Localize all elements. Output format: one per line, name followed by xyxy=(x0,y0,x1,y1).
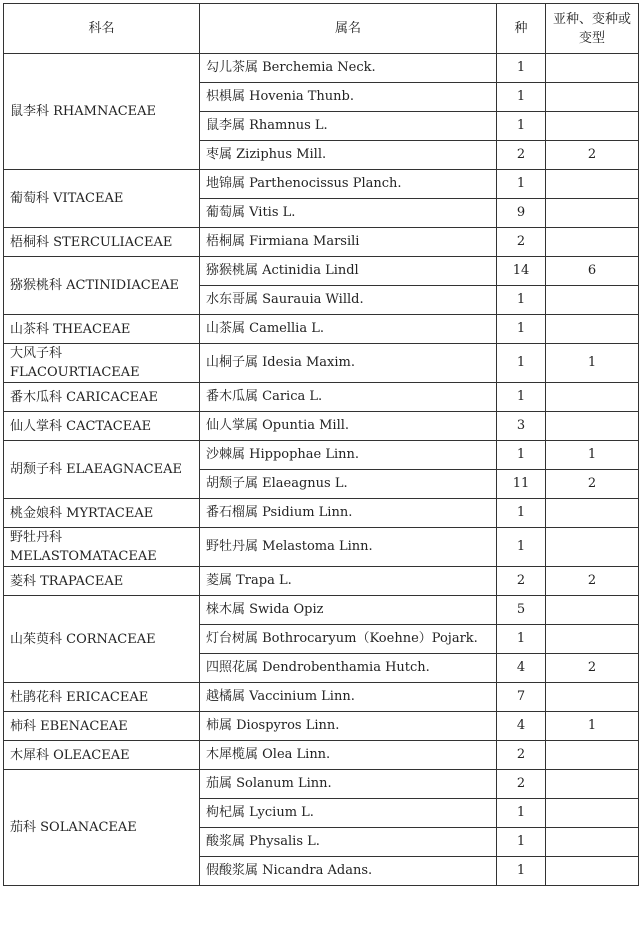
subspecies-count-cell xyxy=(546,799,639,828)
table-row xyxy=(4,528,639,567)
subspecies-count-cell xyxy=(546,286,639,315)
species-count-cell: 1 xyxy=(497,83,546,112)
genus-name-cell: 木犀榄属 Olea Linn. xyxy=(200,741,497,770)
table-row xyxy=(4,412,639,441)
family-name-cell: 木犀科 OLEACEAE xyxy=(4,741,200,770)
genus-name-cell: 勾儿茶属 Berchemia Neck. xyxy=(200,54,497,83)
table-row xyxy=(4,383,639,412)
subspecies-count-cell xyxy=(546,54,639,83)
species-count-cell: 1 xyxy=(497,828,546,857)
genus-name-cell: 山桐子属 Idesia Maxim. xyxy=(200,344,497,383)
species-count-cell: 1 xyxy=(497,344,546,383)
table-container xyxy=(3,3,639,886)
family-name-cell: 仙人掌科 CACTACEAE xyxy=(4,412,200,441)
genus-name-cell: 野牡丹属 Melastoma Linn. xyxy=(200,528,497,567)
species-count-cell: 2 xyxy=(497,741,546,770)
genus-name-cell: 猕猴桃属 Actinidia Lindl xyxy=(200,257,497,286)
genus-name-cell: 越橘属 Vaccinium Linn. xyxy=(200,683,497,712)
family-name-cell: 茄科 SOLANACEAE xyxy=(4,770,200,886)
subspecies-count-cell xyxy=(546,112,639,141)
genus-name-cell: 四照花属 Dendrobenthamia Hutch. xyxy=(200,654,497,683)
table-row xyxy=(4,683,639,712)
genus-name-cell: 仙人掌属 Opuntia Mill. xyxy=(200,412,497,441)
species-count-cell: 1 xyxy=(497,170,546,199)
subspecies-count-cell: 2 xyxy=(546,470,639,499)
subspecies-count-cell xyxy=(546,170,639,199)
header-genus: 属名 xyxy=(200,4,497,54)
header-subspecies: 亚种、变种或变型 xyxy=(546,4,639,54)
table-row xyxy=(4,315,639,344)
subspecies-count-cell: 2 xyxy=(546,567,639,596)
table-row xyxy=(4,770,639,799)
subspecies-count-cell: 2 xyxy=(546,654,639,683)
family-name-cell: 大风子科 FLACOURTIACEAE xyxy=(4,344,200,383)
table-row xyxy=(4,441,639,470)
subspecies-count-cell: 1 xyxy=(546,441,639,470)
family-name-cell: 山茱萸科 CORNACEAE xyxy=(4,596,200,683)
genus-name-cell: 番木瓜属 Carica L. xyxy=(200,383,497,412)
subspecies-count-cell xyxy=(546,228,639,257)
subspecies-count-cell: 6 xyxy=(546,257,639,286)
subspecies-count-cell xyxy=(546,528,639,567)
table-row xyxy=(4,344,639,383)
subspecies-count-cell xyxy=(546,199,639,228)
genus-name-cell: 番石榴属 Psidium Linn. xyxy=(200,499,497,528)
species-count-cell: 1 xyxy=(497,499,546,528)
taxonomy-table xyxy=(3,3,639,886)
species-count-cell: 1 xyxy=(497,799,546,828)
genus-name-cell: 胡颓子属 Elaeagnus L. xyxy=(200,470,497,499)
genus-name-cell: 酸浆属 Physalis L. xyxy=(200,828,497,857)
genus-name-cell: 梧桐属 Firmiana Marsili xyxy=(200,228,497,257)
species-count-cell: 2 xyxy=(497,770,546,799)
subspecies-count-cell xyxy=(546,83,639,112)
family-name-cell: 猕猴桃科 ACTINIDIACEAE xyxy=(4,257,200,315)
subspecies-count-cell: 1 xyxy=(546,712,639,741)
species-count-cell: 4 xyxy=(497,712,546,741)
genus-name-cell: 枸杞属 Lycium L. xyxy=(200,799,497,828)
species-count-cell: 2 xyxy=(497,228,546,257)
species-count-cell: 1 xyxy=(497,286,546,315)
species-count-cell: 7 xyxy=(497,683,546,712)
subspecies-count-cell xyxy=(546,412,639,441)
species-count-cell: 1 xyxy=(497,857,546,886)
species-count-cell: 2 xyxy=(497,141,546,170)
genus-name-cell: 梾木属 Swida Opiz xyxy=(200,596,497,625)
subspecies-count-cell xyxy=(546,683,639,712)
subspecies-count-cell xyxy=(546,770,639,799)
genus-name-cell: 枣属 Ziziphus Mill. xyxy=(200,141,497,170)
family-name-cell: 杜鹃花科 ERICACEAE xyxy=(4,683,200,712)
species-count-cell: 1 xyxy=(497,528,546,567)
genus-name-cell: 菱属 Trapa L. xyxy=(200,567,497,596)
species-count-cell: 9 xyxy=(497,199,546,228)
subspecies-count-cell xyxy=(546,741,639,770)
family-name-cell: 野牡丹科 MELASTOMATACEAE xyxy=(4,528,200,567)
subspecies-count-cell xyxy=(546,383,639,412)
family-name-cell: 胡颓子科 ELAEAGNACEAE xyxy=(4,441,200,499)
genus-name-cell: 地锦属 Parthenocissus Planch. xyxy=(200,170,497,199)
table-row xyxy=(4,257,639,286)
family-name-cell: 梧桐科 STERCULIACEAE xyxy=(4,228,200,257)
family-name-cell: 番木瓜科 CARICACEAE xyxy=(4,383,200,412)
species-count-cell: 1 xyxy=(497,315,546,344)
subspecies-count-cell: 2 xyxy=(546,141,639,170)
family-name-cell: 山茶科 THEACEAE xyxy=(4,315,200,344)
table-row xyxy=(4,567,639,596)
species-count-cell: 14 xyxy=(497,257,546,286)
family-name-cell: 葡萄科 VITACEAE xyxy=(4,170,200,228)
table-body xyxy=(4,54,639,886)
species-count-cell: 1 xyxy=(497,625,546,654)
species-count-cell: 1 xyxy=(497,383,546,412)
family-name-cell: 桃金娘科 MYRTACEAE xyxy=(4,499,200,528)
table-row xyxy=(4,741,639,770)
header-row xyxy=(4,4,639,54)
table-row xyxy=(4,712,639,741)
table-header xyxy=(4,4,639,54)
header-family: 科名 xyxy=(4,4,200,54)
species-count-cell: 11 xyxy=(497,470,546,499)
genus-name-cell: 鼠李属 Rhamnus L. xyxy=(200,112,497,141)
family-name-cell: 鼠李科 RHAMNACEAE xyxy=(4,54,200,170)
header-species: 种 xyxy=(497,4,546,54)
species-count-cell: 5 xyxy=(497,596,546,625)
genus-name-cell: 枳椇属 Hovenia Thunb. xyxy=(200,83,497,112)
genus-name-cell: 沙棘属 Hippophae Linn. xyxy=(200,441,497,470)
genus-name-cell: 山茶属 Camellia L. xyxy=(200,315,497,344)
subspecies-count-cell: 1 xyxy=(546,344,639,383)
table-row xyxy=(4,228,639,257)
species-count-cell: 1 xyxy=(497,441,546,470)
species-count-cell: 4 xyxy=(497,654,546,683)
genus-name-cell: 葡萄属 Vitis L. xyxy=(200,199,497,228)
subspecies-count-cell xyxy=(546,828,639,857)
species-count-cell: 2 xyxy=(497,567,546,596)
table-row xyxy=(4,499,639,528)
subspecies-count-cell xyxy=(546,499,639,528)
genus-name-cell: 灯台树属 Bothrocaryum（Koehne）Pojark. xyxy=(200,625,497,654)
genus-name-cell: 柿属 Diospyros Linn. xyxy=(200,712,497,741)
family-name-cell: 柿科 EBENACEAE xyxy=(4,712,200,741)
species-count-cell: 1 xyxy=(497,54,546,83)
table-row xyxy=(4,596,639,625)
subspecies-count-cell xyxy=(546,857,639,886)
subspecies-count-cell xyxy=(546,315,639,344)
subspecies-count-cell xyxy=(546,625,639,654)
family-name-cell: 菱科 TRAPACEAE xyxy=(4,567,200,596)
genus-name-cell: 茄属 Solanum Linn. xyxy=(200,770,497,799)
subspecies-count-cell xyxy=(546,596,639,625)
species-count-cell: 3 xyxy=(497,412,546,441)
genus-name-cell: 水东哥属 Saurauia Willd. xyxy=(200,286,497,315)
genus-name-cell: 假酸浆属 Nicandra Adans. xyxy=(200,857,497,886)
table-row xyxy=(4,170,639,199)
species-count-cell: 1 xyxy=(497,112,546,141)
table-row xyxy=(4,54,639,83)
